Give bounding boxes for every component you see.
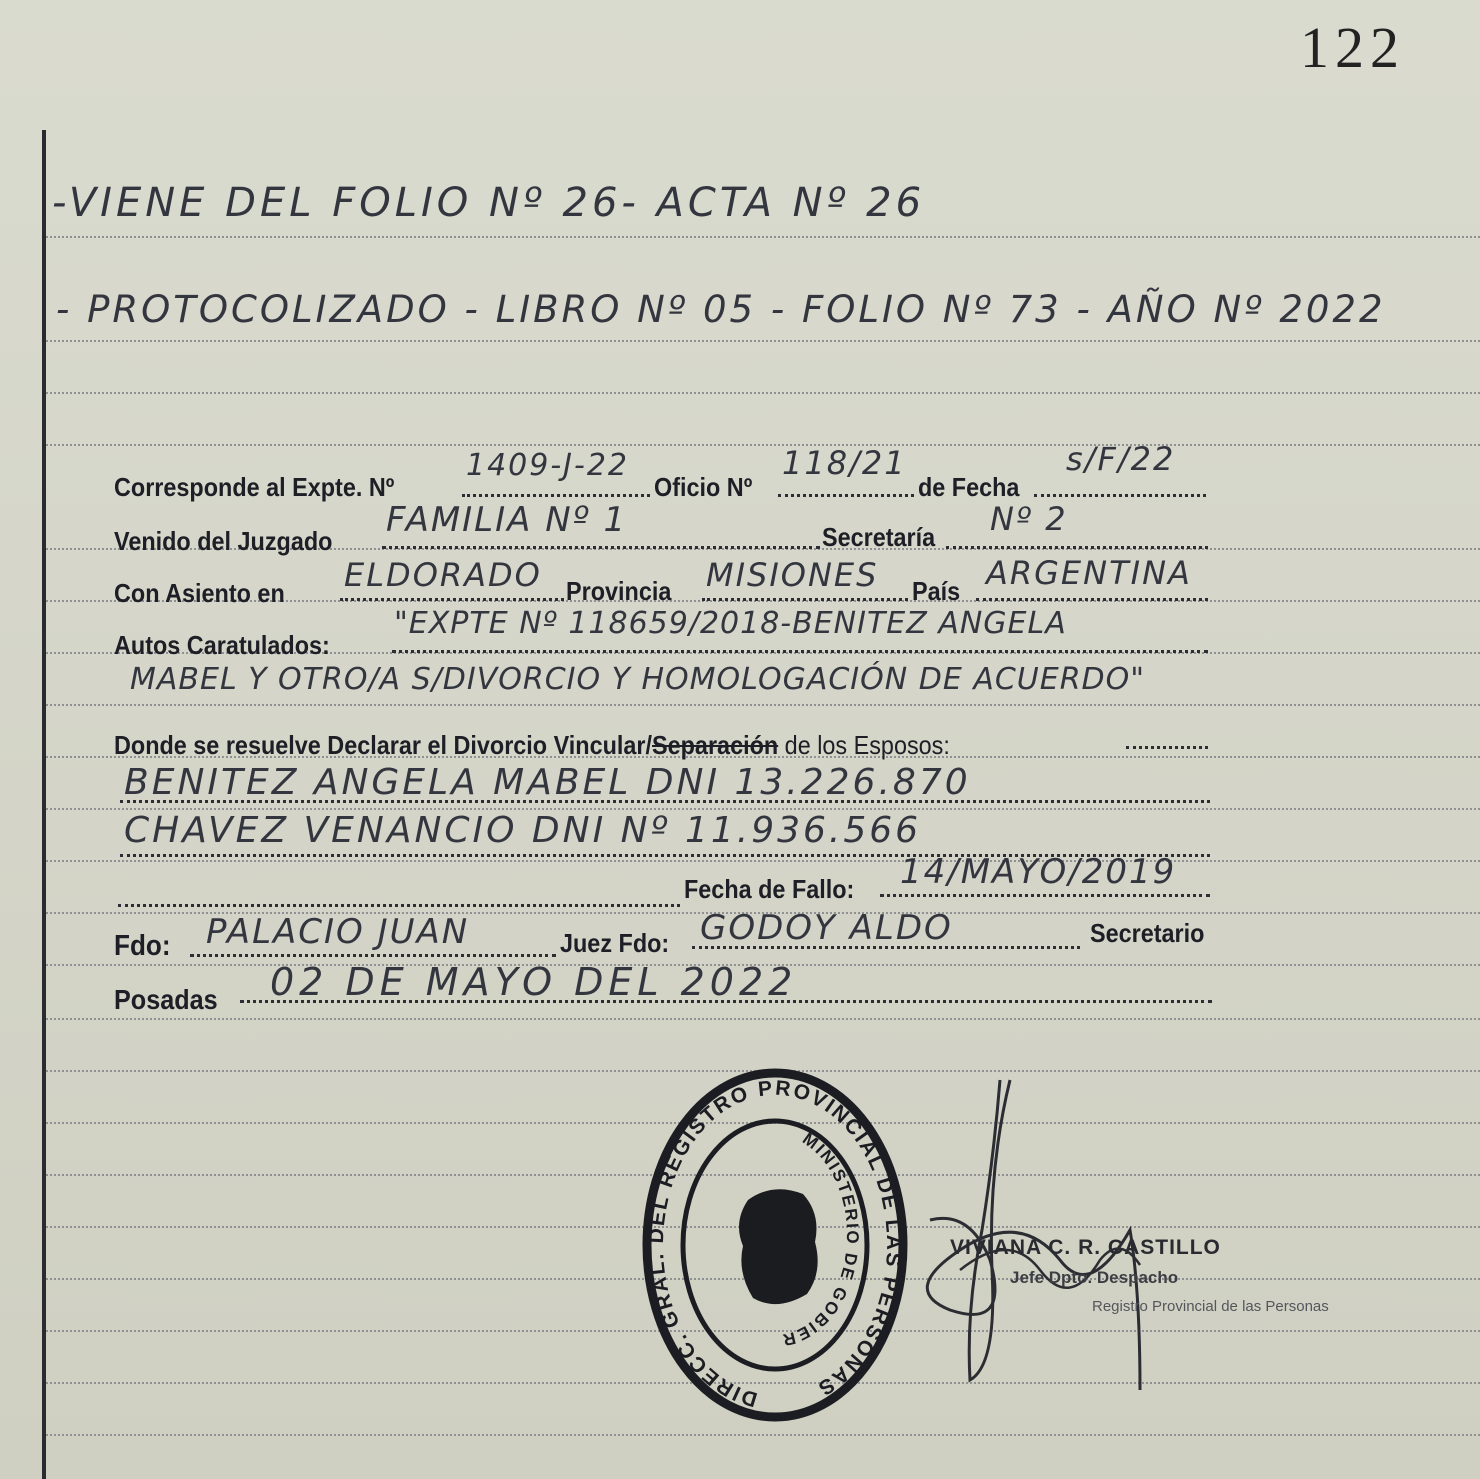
fdo-value: PALACIO JUAN xyxy=(206,912,470,952)
fallo-label: Fecha de Fallo: xyxy=(684,874,855,904)
secretaria-label: Secretaría xyxy=(822,522,936,552)
provincia-value: MISIONES xyxy=(706,556,879,594)
juez-label: Juez Fdo: xyxy=(560,928,670,958)
dotted-fill xyxy=(702,598,908,601)
fdo-label: Fdo: xyxy=(114,930,171,962)
dotted-fill xyxy=(1034,494,1206,497)
oficio-value: 118/21 xyxy=(782,444,907,482)
handwritten-signature xyxy=(900,1060,1200,1395)
fecha-value: s/F/22 xyxy=(1066,440,1176,478)
pais-label: País xyxy=(912,576,961,606)
dotted-fill xyxy=(392,650,1208,653)
dotted-fill xyxy=(382,546,820,549)
spouse-2: CHAVEZ VENANCIO DNI Nº 11.936.566 xyxy=(124,810,922,851)
dotted-fill xyxy=(692,946,1080,949)
provincia-label: Provincia xyxy=(566,576,672,606)
dotted-fill xyxy=(880,894,1210,897)
pais-value: ARGENTINA xyxy=(986,554,1192,592)
official-seal xyxy=(640,1060,910,1435)
margin-line xyxy=(42,130,46,1479)
seal-outer-text: DIRECC. GRAL. DEL REGISTRO PROVINCIAL DE LAS PERSONAS xyxy=(644,1076,906,1411)
ruled-line xyxy=(46,860,1480,862)
header-line-1: -VIENE DEL FOLIO Nº 26- ACTA Nº 26 xyxy=(52,180,926,226)
oficio-label: Oficio Nº xyxy=(654,472,753,502)
expte-value: 1409-J-22 xyxy=(466,448,630,483)
juez-value: GODOY ALDO xyxy=(700,908,953,948)
ruled-line xyxy=(46,444,1480,446)
juzgado-label: Venido del Juzgado xyxy=(114,526,333,556)
official-role: Jefe Dpto. Despacho xyxy=(1010,1268,1179,1287)
ruled-line xyxy=(46,1018,1480,1020)
fecha-label: de Fecha xyxy=(918,472,1020,502)
resuelve-line xyxy=(114,730,950,761)
resuelve-strike: Separación xyxy=(652,730,779,760)
fallo-value: 14/MAYO/2019 xyxy=(900,852,1177,892)
asiento-label: Con Asiento en xyxy=(114,578,285,608)
dotted-fill xyxy=(462,494,650,497)
juzgado-value: FAMILIA Nº 1 xyxy=(386,500,628,540)
autos-label: Autos Caratulados: xyxy=(114,630,330,660)
ruled-line xyxy=(46,236,1480,238)
posadas-label: Posadas xyxy=(114,984,218,1015)
header-line-2: - PROTOCOLIZADO - LIBRO Nº 05 - FOLIO Nº 73 - AÑO Nº 2022 xyxy=(56,288,1386,331)
spouse-1: BENITEZ ANGELA MABEL DNI 13.226.870 xyxy=(124,762,971,803)
seal-inner-text: MINISTERIO DE GOBIER xyxy=(779,1129,863,1350)
dotted-fill xyxy=(340,598,564,601)
autos-value-line-1: "EXPTE Nº 118659/2018-BENITEZ ANGELA xyxy=(394,606,1067,641)
dotted-fill xyxy=(976,598,1208,601)
dotted-fill xyxy=(1126,746,1208,749)
resuelve-tail: de los Esposos: xyxy=(784,730,950,760)
dotted-fill xyxy=(240,1000,1212,1003)
coat-of-arms-icon xyxy=(739,1189,818,1304)
posadas-value: 02 DE MAYO DEL 2022 xyxy=(270,960,798,1004)
asiento-value: ELDORADO xyxy=(344,556,542,594)
official-office: Registro Provincial de las Personas xyxy=(1092,1298,1329,1315)
ruled-line xyxy=(46,340,1480,342)
secretario-label: Secretario xyxy=(1090,918,1205,948)
dotted-fill xyxy=(190,954,556,957)
secretaria-value: Nº 2 xyxy=(990,500,1068,538)
autos-value-line-2: MABEL Y OTRO/A S/DIVORCIO Y HOMOLOGACIÓN DE ACUERDO" xyxy=(130,662,1146,697)
dotted-fill xyxy=(120,800,1210,803)
dotted-fill xyxy=(118,904,680,907)
ruled-line xyxy=(46,392,1480,394)
resuelve-label: Donde se resuelve Declarar el Divorcio Vincular/ xyxy=(114,730,653,760)
ruled-line xyxy=(46,704,1480,706)
expte-label: Corresponde al Expte. Nº xyxy=(114,472,395,502)
official-name: VIVIANA C. R. CASTILLO xyxy=(950,1236,1221,1259)
page-number: 122 xyxy=(1300,15,1405,80)
dotted-fill xyxy=(778,494,914,497)
dotted-fill xyxy=(946,546,1208,549)
